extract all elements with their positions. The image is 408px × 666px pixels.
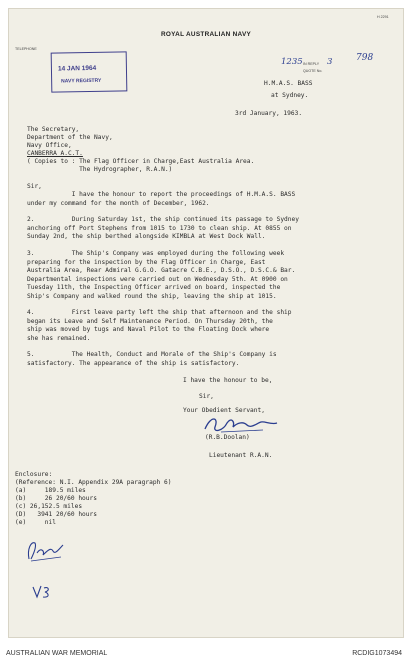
form-code: H 2291 bbox=[377, 15, 389, 19]
enclosure-item-d: (D) 3941 20/60 hours bbox=[15, 511, 97, 518]
paragraph-3-line6: Ship's Company and walked round the ship, leaving the ship at 1015. bbox=[27, 292, 277, 300]
quote-label: QUOTE No. bbox=[303, 69, 323, 73]
registry-stamp bbox=[51, 51, 128, 92]
copies-line1: ( Copies to : The Flag Officer in Charge,East Australia Area. bbox=[27, 158, 255, 165]
enclosure-title: Enclosure: bbox=[15, 471, 53, 478]
reference-extra: 798 bbox=[356, 53, 374, 63]
paragraph-2-line1: 2. During Saturday 1st, the ship continued its passage to Sydney bbox=[27, 216, 299, 223]
paragraph-2-line2: anchoring off Port Stephens from 1015 to 1730 to clean ship. At 0855 on bbox=[27, 224, 292, 232]
paragraph-2-line3: Sunday 2nd, the ship berthed alongside KIMBLA at West Dock Wall. bbox=[27, 233, 266, 240]
signatory-rank: Lieutenant R.A.N. bbox=[209, 452, 273, 459]
footer-catalogue-id: RCDIG1073494 bbox=[352, 650, 402, 657]
paragraph-1-line2: under my command for the month of December, 1962. bbox=[27, 199, 210, 207]
addressee-line1: The Secretary, bbox=[27, 126, 80, 133]
sender-ship: H.M.A.S. BASS bbox=[264, 80, 313, 87]
paragraph-1-line1: I have the honour to report the proceedings of H.M.A.S. BASS bbox=[27, 191, 296, 198]
paragraph-5-line2: satisfactory. The appearance of the ship is satisfactory. bbox=[27, 359, 240, 367]
paragraph-5-line1: 5. The Health, Conduct and Morale of the Ship's Company is bbox=[27, 351, 277, 358]
enclosure-item-e: (e) nil bbox=[15, 519, 56, 526]
salutation: Sir, bbox=[27, 183, 42, 190]
paragraph-3-line3: Australia Area, Rear Admiral G.G.O. Gatacre C.B.E., D.S.O., D.S.C.& Bar. bbox=[27, 267, 296, 274]
letter-page bbox=[8, 8, 404, 638]
signature-graphic bbox=[201, 413, 281, 435]
closing-honour: I have the honour to be, bbox=[183, 377, 273, 384]
enclosure-item-a: (a) 189.5 miles bbox=[15, 487, 86, 494]
reference-folio: 3 bbox=[327, 57, 333, 67]
footer-institution: AUSTRALIAN WAR MEMORIAL bbox=[6, 650, 108, 657]
enclosure-reference: (Reference: N.I. Appendix 29A paragraph 6) bbox=[15, 479, 172, 486]
enclosure-item-c: (c) 26,152.5 miles bbox=[15, 503, 83, 510]
paragraph-4-line4: she has remained. bbox=[27, 334, 91, 342]
enclosure-item-b: (b) 26 20/60 hours bbox=[15, 495, 97, 502]
addressee-line4: CANBERRA A.C.T. bbox=[27, 150, 83, 157]
letter-date: 3rd January, 1963. bbox=[235, 110, 303, 117]
paragraph-3-line5: Tuesday 11th, the Inspecting Officer arrived on board, inspected the bbox=[27, 284, 281, 291]
sender-location: at Sydney. bbox=[271, 92, 309, 99]
closing-servant: Your Obedient Servant, bbox=[183, 407, 265, 414]
paragraph-3-line1: 3. The Ship's Company was employed during the following week bbox=[27, 250, 285, 257]
paragraph-4-line2: began its Leave and Self Maintenance Period. On Thursday 20th, the bbox=[27, 317, 273, 325]
archive-footer bbox=[0, 638, 408, 666]
stamp-text: NAVY REGISTRY bbox=[61, 77, 102, 85]
reply-label: IN REPLY bbox=[303, 62, 320, 66]
addressee-line3: Navy Office, bbox=[27, 142, 72, 149]
handwritten-initials-graphic bbox=[31, 583, 53, 599]
addressee-line2: Department of the Navy, bbox=[27, 134, 113, 141]
handwritten-annotation-graphic bbox=[23, 537, 69, 563]
paragraph-4-line3: ship was moved by tugs and Naval Pilot to the Floating Dock where bbox=[27, 326, 270, 333]
paragraph-3-line2: preparing for the inspection by the Flag Officer in Charge, East bbox=[27, 258, 266, 266]
paragraph-3-line4: Departmental inspections were carried out on Wednesday 5th. At 0900 on bbox=[27, 275, 288, 283]
signatory-name: (R.B.Doolan) bbox=[205, 434, 250, 441]
copies-line2: The Hydrographer, R.A.N.) bbox=[27, 166, 173, 173]
reference-number: 1235 bbox=[281, 57, 303, 67]
stamp-date: 14 JAN 1964 bbox=[57, 64, 97, 73]
organization-heading: ROYAL AUSTRALIAN NAVY bbox=[161, 31, 252, 38]
telephone-label: TELEPHONE bbox=[15, 47, 37, 51]
paragraph-4-line1: 4. First leave party left the ship that afternoon and the ship bbox=[27, 309, 292, 316]
closing-sir: Sir, bbox=[199, 393, 214, 400]
